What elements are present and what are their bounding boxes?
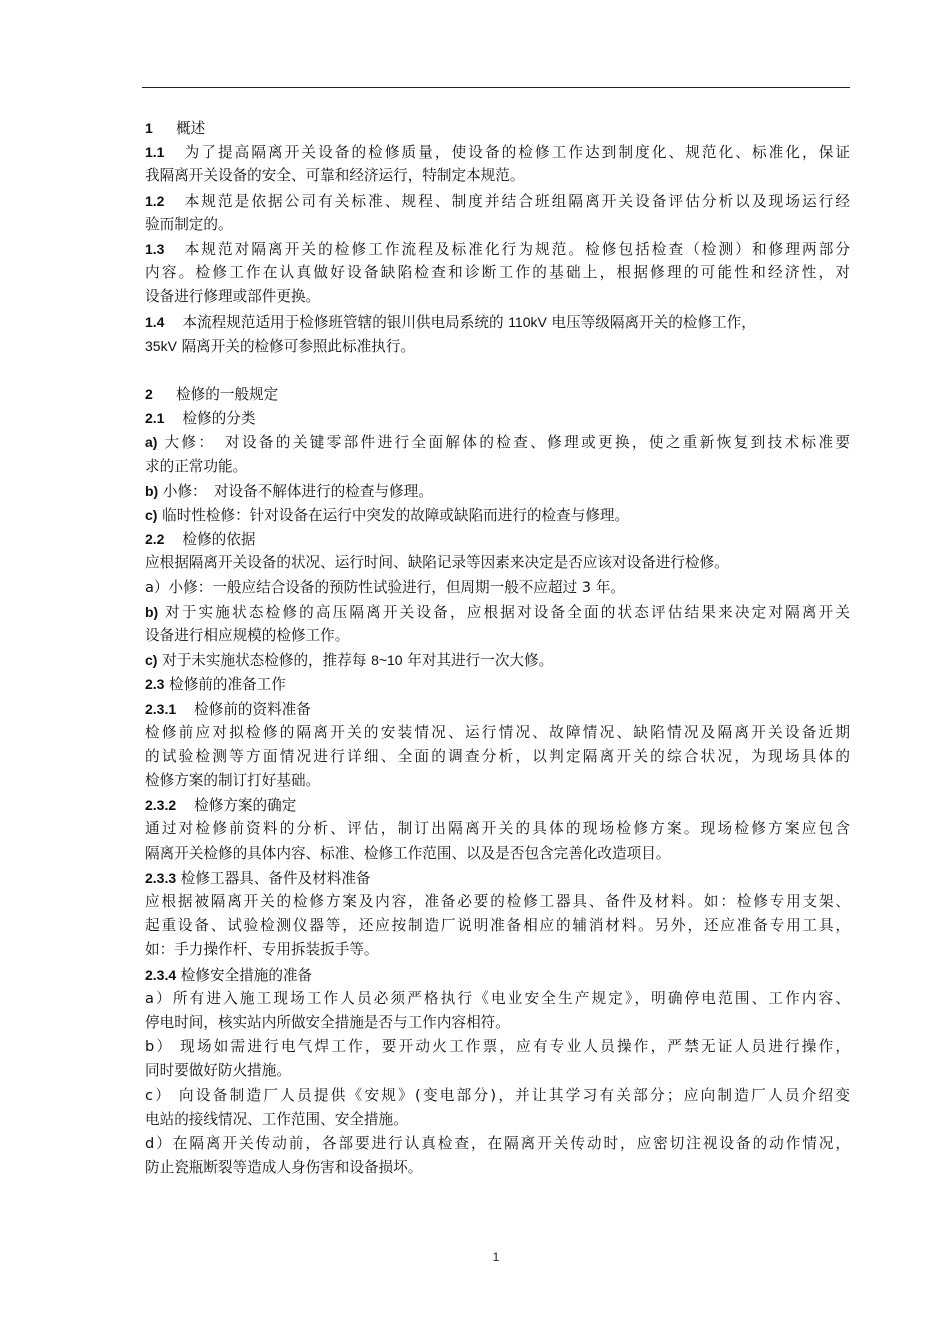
subsection-2-3-2-line-1: 通过对检修前资料的分析、评估，制订出隔离开关的具体的现场检修方案。现场检修方案应包含: [145, 820, 850, 838]
subsection-2-3-1-line-3: 检修方案的制订打好基础。: [145, 772, 321, 790]
item-2-2-a: a）小修：一般应结合设备的预防性试验进行，但周期一般不应超过 3 年。: [145, 578, 625, 596]
item-label: b): [145, 603, 159, 620]
item-2-1-a-line-1: [145, 430, 850, 454]
section-number: 1: [145, 120, 153, 136]
item-2-3-4-c-line-1: [145, 1084, 850, 1108]
item-text: 临时性检修：针对设备在运行中突发的故障或缺陷而进行的检查与修理。: [162, 507, 630, 524]
item-2-3-4-a-line-2: 停电时间，核实站内所做安全措施是否与工作内容相符。: [145, 1013, 510, 1031]
clause-number: 2.3.4: [145, 966, 177, 983]
paragraph-text: 本规范是依据公司有关标准、规程、制度并结合班组隔离开关设备评估分析以及现场运行经: [182, 192, 850, 210]
voltage-value: 110kV: [508, 313, 547, 330]
paragraph-1-2-line-1: [145, 189, 850, 213]
subsection-2-3-1-line-1: 检修前应对拟检修的隔离开关的安装情况、运行情况、故障情况、缺陷情况及隔离开关设备近期: [145, 723, 850, 741]
header-rule: [142, 87, 850, 88]
subsection-2-1-heading: [145, 406, 850, 430]
subsection-2-3-3-line-3: 如：手力操作杆、专用拆装扳手等。: [145, 941, 379, 959]
subsection-title: 检修前的资料准备: [194, 700, 311, 718]
subsection-title: 检修的依据: [182, 531, 256, 549]
item-2-3-4-b-line-1: [145, 1035, 850, 1059]
paragraph-1-4-line-1: [145, 310, 850, 334]
subsection-title: 检修安全措施的准备: [180, 966, 313, 984]
subsection-2-3-1-heading: [145, 697, 850, 721]
subsection-2-3-3-line-1: 应根据被隔离开关的检修方案及内容，准备必要的检修工器具、备件及材料。如：检修专用支架、: [145, 893, 850, 910]
clause-number: 2.3.2: [145, 797, 177, 814]
item-label: a): [145, 434, 158, 451]
paragraph-1-3-line-3: 设备进行修理或部件更换。: [145, 288, 321, 306]
clause-number: 1.3: [145, 240, 165, 257]
paragraph-1-3-line-2: 内容。检修工作在认真做好设备缺陷检查和诊断工作的基础上，根据修理的可能性和经济性，对: [145, 264, 850, 282]
clause-number: 2.3.1: [145, 700, 177, 717]
item-label: c): [145, 652, 158, 669]
subsection-2-3-3-line-2: 起重设备、试验检测仪器等，还应按制造厂说明准备相应的辅消材料。另外，还应准备专用工具，: [145, 917, 850, 935]
paragraph-1-3-line-1: [145, 237, 850, 261]
subsection-title: 检修工器具、备件及材料准备: [180, 869, 371, 887]
paragraph-1-2-line-2: 验而制定的。: [145, 215, 233, 233]
paragraph-text: 本流程规范适用于检修班管辖的银川供电局系统的: [182, 313, 504, 331]
clause-number: 1.1: [145, 144, 165, 161]
item-text: 向设备制造厂人员提供《安规》(变电部分)，并让其学习有关部分；应向制造厂人员介绍变: [179, 1086, 851, 1104]
subsection-2-3-heading: [145, 672, 850, 696]
item-2-3-4-d-line-1: d）在隔离开关传动前，各部要进行认真检查，在隔离开关传动时，应密切注视设备的动作情况，: [145, 1134, 850, 1152]
item-2-1-c: [145, 503, 850, 527]
item-label: c）: [145, 1086, 173, 1104]
paragraph-1-1-line-2: 我隔离开关设备的安全、可靠和经济运行，特制定本规范。: [145, 167, 525, 185]
item-text: 对于实施状态检修的高压隔离开关设备，应根据对设备全面的状态评估结果来决定对隔离开关: [165, 603, 850, 621]
clause-number: 2.1: [145, 410, 165, 427]
paragraph-text: 本规范对隔离开关的检修工作流程及标准化行为规范。检修包括检查（检测）和修理两部分: [182, 240, 850, 258]
item-2-2-b-line-1: [145, 600, 850, 624]
item-label: b): [145, 482, 159, 499]
item-2-3-4-c-line-2: 电站的接线情况、工作范围、安全措施。: [145, 1110, 408, 1128]
item-text: 小修： 对设备不解体进行的检查与修理。: [162, 482, 433, 500]
subsection-2-2-intro: 应根据隔离开关设备的状况、运行时间、缺陷记录等因素来决定是否应该对设备进行检修。: [145, 554, 729, 572]
subsection-2-3-3-heading: [145, 866, 850, 890]
item-2-3-4-d-line-2: 防止瓷瓶断裂等造成人身伤害和设备损坏。: [145, 1159, 423, 1177]
subsection-title: 检修前的准备工作: [169, 676, 286, 694]
clause-number: 2.3: [145, 676, 165, 693]
subsection-title: 检修方案的确定: [194, 797, 297, 815]
paragraph-text: 隔离开关的检修可参照此标准执行。: [181, 337, 416, 355]
clause-number: 1.2: [145, 192, 165, 209]
item-text: 现场如需进行电气焊工作，要开动火工作票，应有专业人员操作，严禁无证人员进行操作，: [180, 1038, 851, 1056]
item-label: c): [145, 507, 158, 523]
subsection-title: 检修的分类: [182, 410, 256, 428]
paragraph-text: 电压等级隔离开关的检修工作，: [551, 313, 756, 331]
item-2-3-4-a-line-1: a）所有进入施工现场工作人员必须严格执行《电业安全生产规定》，明确停电范围、工作内容、: [145, 989, 850, 1007]
year-range-value: 8~10: [371, 652, 403, 669]
paragraph-1-4-line-2: [145, 334, 850, 358]
subsection-2-3-2-line-2: 隔离开关检修的具体内容、标准、检修工作范围、以及是否包含完善化改造项目。: [145, 844, 671, 862]
item-text: 大修： 对设备的关键零部件进行全面解体的检查、修理或更换，使之重新恢复到技术标准要: [164, 434, 850, 452]
document-body: [145, 116, 850, 1180]
item-2-2-b-line-2: 设备进行相应规模的检修工作。: [145, 626, 350, 644]
section-1-heading: [145, 116, 850, 140]
subsection-2-3-2-heading: [145, 793, 850, 817]
item-2-2-c: [145, 648, 850, 672]
section-2-heading: [145, 382, 850, 406]
clause-number: 2.2: [145, 531, 165, 548]
paragraph-text: 为了提高隔离开关设备的检修质量，使设备的检修工作达到制度化、规范化、标准化，保证: [182, 144, 850, 162]
subsection-2-3-1-line-2: 的试验检测等方面情况进行详细、全面的调查分析，以判定隔离开关的综合状况，为现场具体的: [145, 747, 850, 765]
subsection-2-3-4-heading: [145, 963, 850, 987]
item-2-1-b: [145, 479, 850, 503]
section-number: 2: [145, 386, 153, 403]
item-text: 对于未实施状态检修的，推荐每: [162, 652, 367, 670]
item-label: b）: [145, 1038, 174, 1056]
clause-number: 1.4: [145, 313, 165, 330]
section-title: 检修的一般规定: [176, 386, 279, 404]
paragraph-1-1-line-1: [145, 140, 850, 164]
item-2-3-4-b-line-2: 同时要做好防火措施。: [145, 1062, 291, 1080]
page-number: 1: [492, 1250, 500, 1264]
item-text: 年对其进行一次大修。: [407, 652, 554, 670]
item-2-1-a-line-2: 求的正常功能。: [145, 457, 248, 475]
section-title: 概述: [176, 120, 206, 137]
subsection-2-2-heading: [145, 527, 850, 551]
voltage-value: 35kV: [145, 337, 177, 354]
clause-number: 2.3.3: [145, 869, 177, 886]
